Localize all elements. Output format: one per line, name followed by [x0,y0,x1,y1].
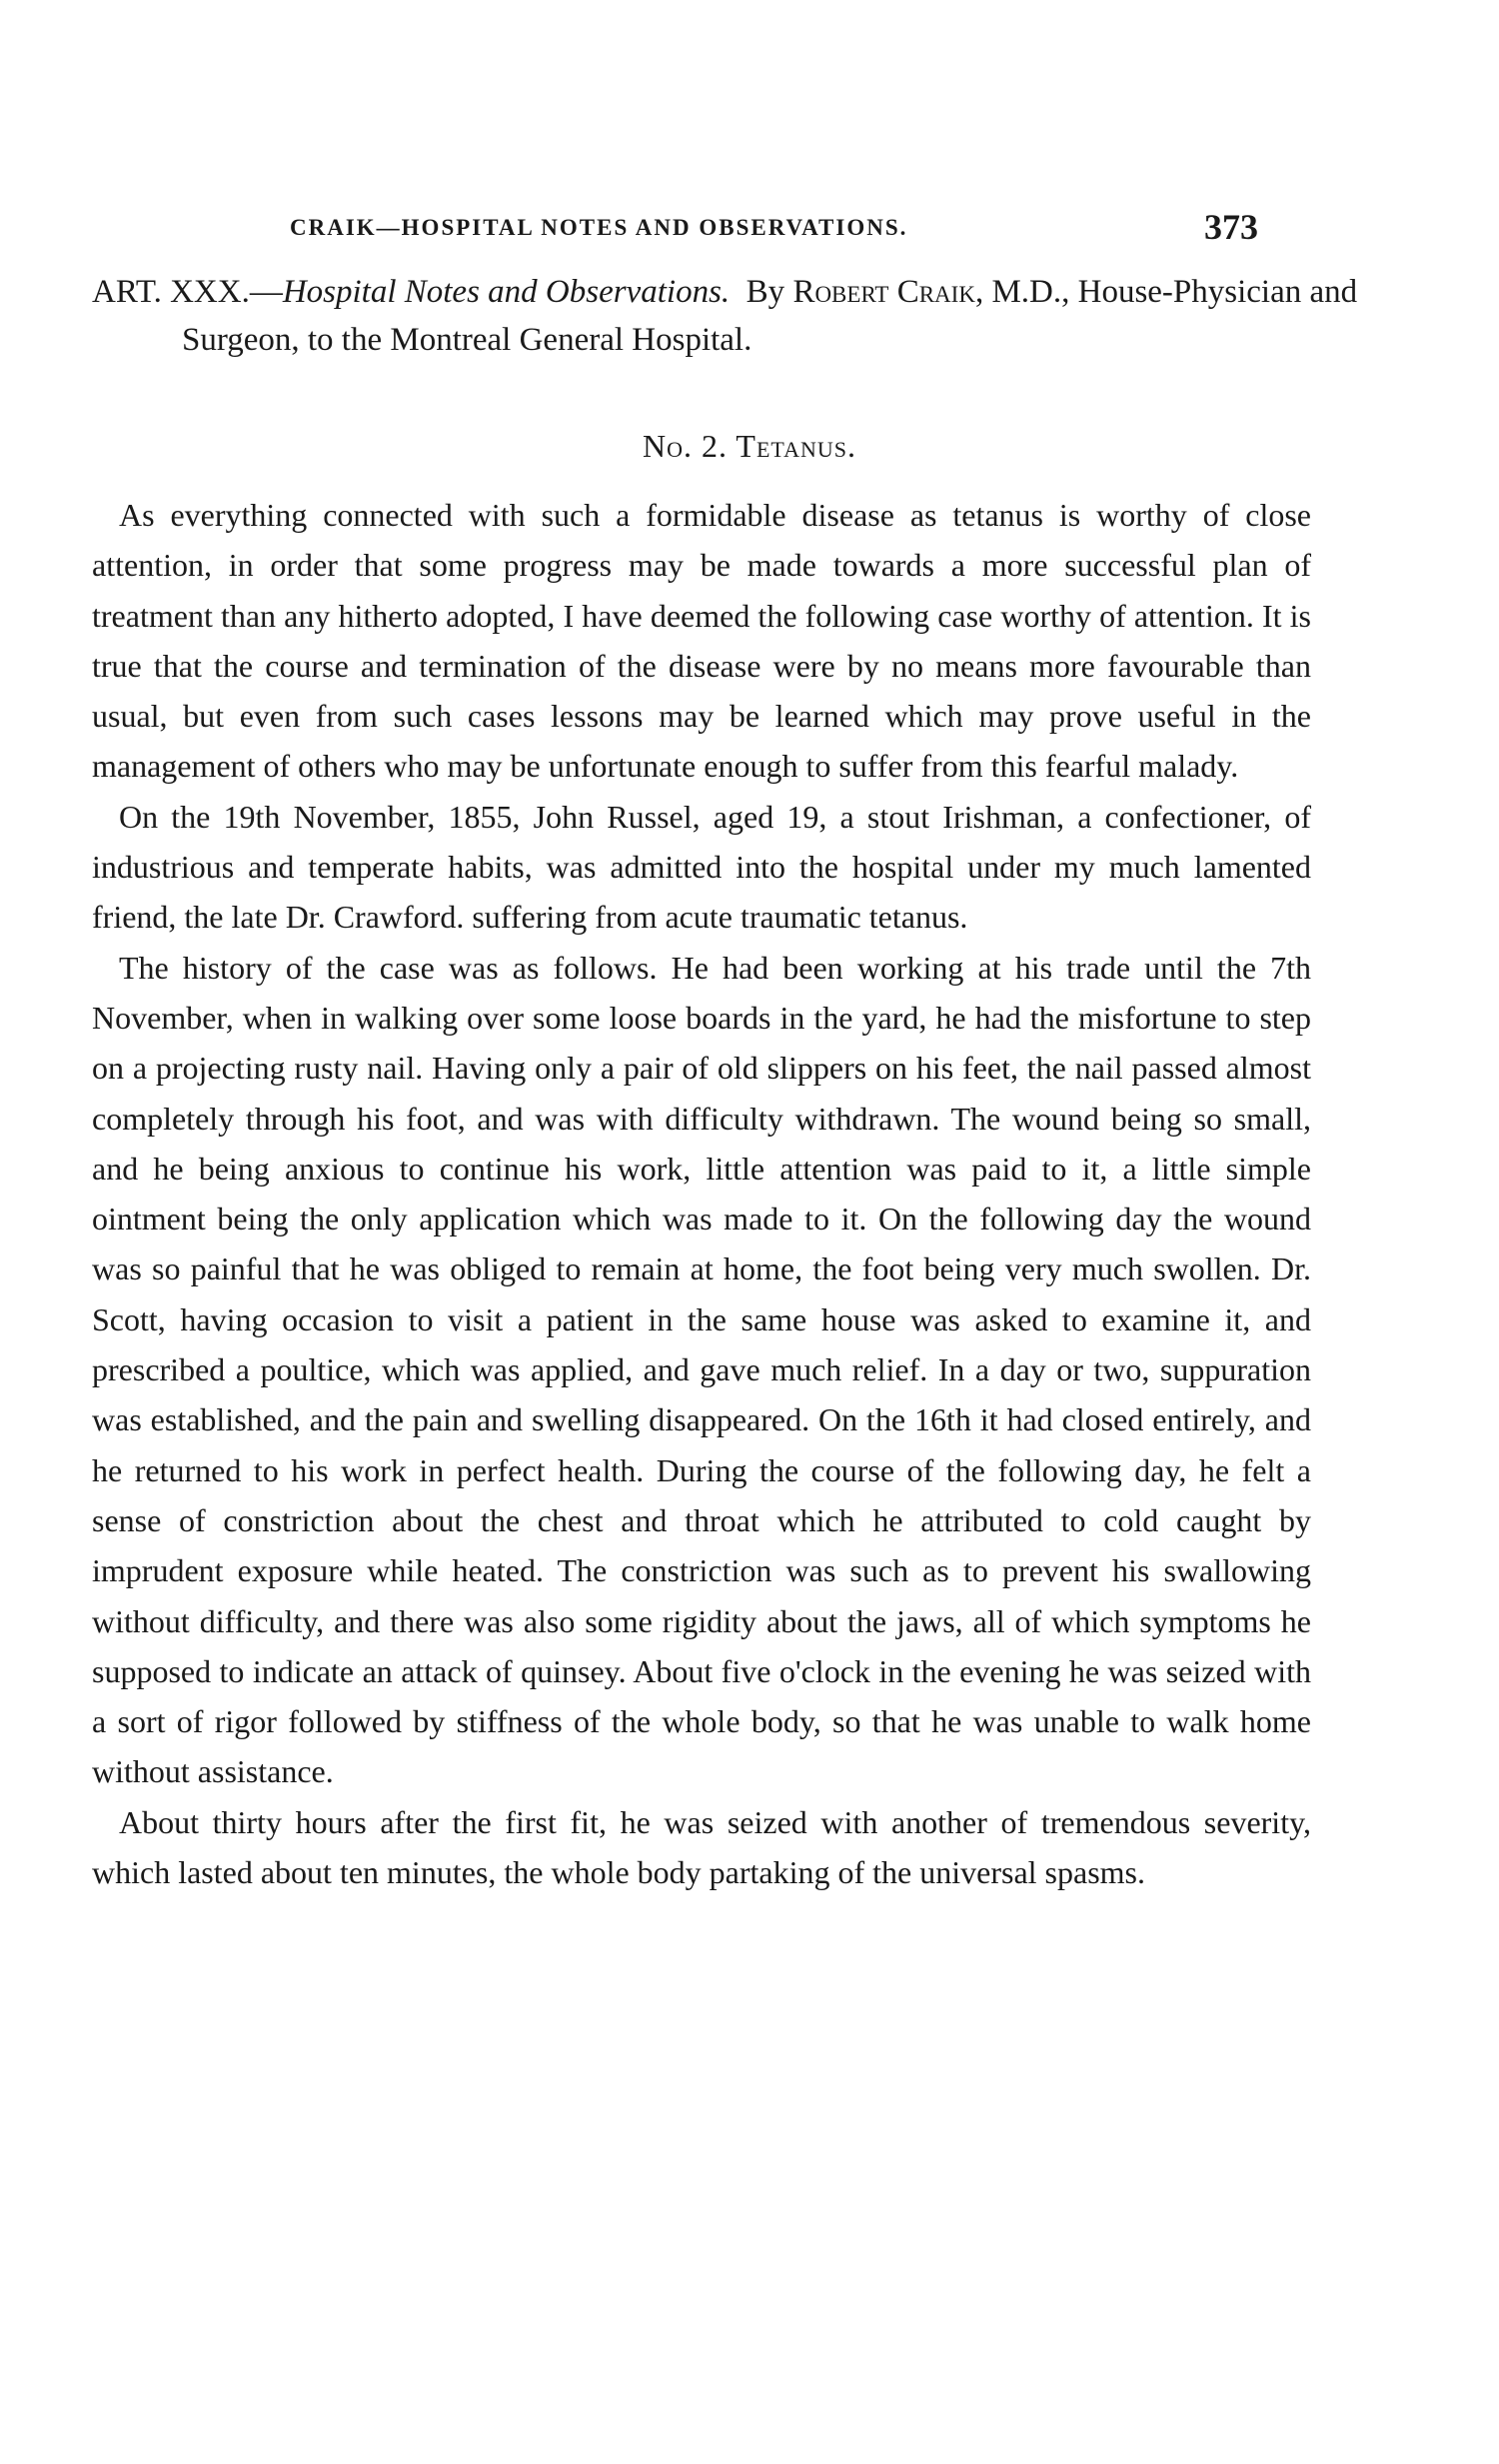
byline-prefix: By [746,274,793,310]
section-title: No. 2. Tetanus. [643,428,856,464]
article-label: ART. XXX.— [92,274,283,310]
paragraph: About thirty hours after the first fit, he was seized with another of tremendous severity, which lasted about ten minutes, the whole body partaking of the universal spasms. [92,1803,1311,1891]
article-body [92,490,1311,1897]
author-credentials: M.D., House-Physician and Surgeon, to the Montreal General Hospital. [182,274,1358,358]
paragraph: As everything connected with such a formidable disease as tetanus is worthy of close attention, in order that some progress may be made towards a more successful plan of treatment than any hitherto adopted, I have deemed the following case worthy of attention. It is true that the course and termination of the disease were by no means more favourable than usual, but even from such cases lessons may be learned which may prove useful in the management of others who may be unfortunate enough to suffer from this fearful malady. [92,497,1311,785]
paragraph: On the 19th November, 1855, John Russel, aged 19, a stout Irishman, a confectioner, of industrious and temperate habits, was admitted into the hospital under my much lamented friend, the late Dr. Crawford. suffering from acute traumatic tetanus. [92,798,1311,936]
running-head: CRAIK—HOSPITAL NOTES AND OBSERVATIONS. [290,215,908,240]
article-title: Hospital Notes and Observations. [282,274,731,310]
article-heading [92,268,1401,364]
article-author: Robert Craik, [792,274,984,310]
page-number: 373 [1204,207,1258,247]
paragraph: The history of the case was as follows. He had been working at his trade until the 7th November, when in walking over some loose boards in the yard, he had the misfortune to step on a projecting rusty nail. Having only a pair of old slippers on his feet, the nail passed almost completely through his foot, and was with difficulty withdrawn. The wound being so small, and he being anxious to continue his work, little attention was paid to it, a little simple ointment being the only application which was made to it. On the following day the wound was so painful that he was obliged to remain at home, the foot being very much swollen. Dr. Scott, having occasion to visit a patient in the same house was asked to examine it, and prescribed a poultice, which was applied, and gave much relief. In a day or two, suppuration was established, and the pain and swelling disappeared. On the 16th it had closed entirely, and he returned to his work in perfect health. During the course of the following day, he felt a sense of constriction about the chest and throat which he attributed to cold caught by imprudent exposure while heated. The constriction was such as to prevent his swallowing without difficulty, and there was also some rigidity about the jaws, all of which symptoms he supposed to indicate an attack of quinsey. About five o'clock in the evening he was seized with a sort of rigor followed by stiffness of the whole body, so that he was unable to walk home without assistance. [92,949,1311,1790]
